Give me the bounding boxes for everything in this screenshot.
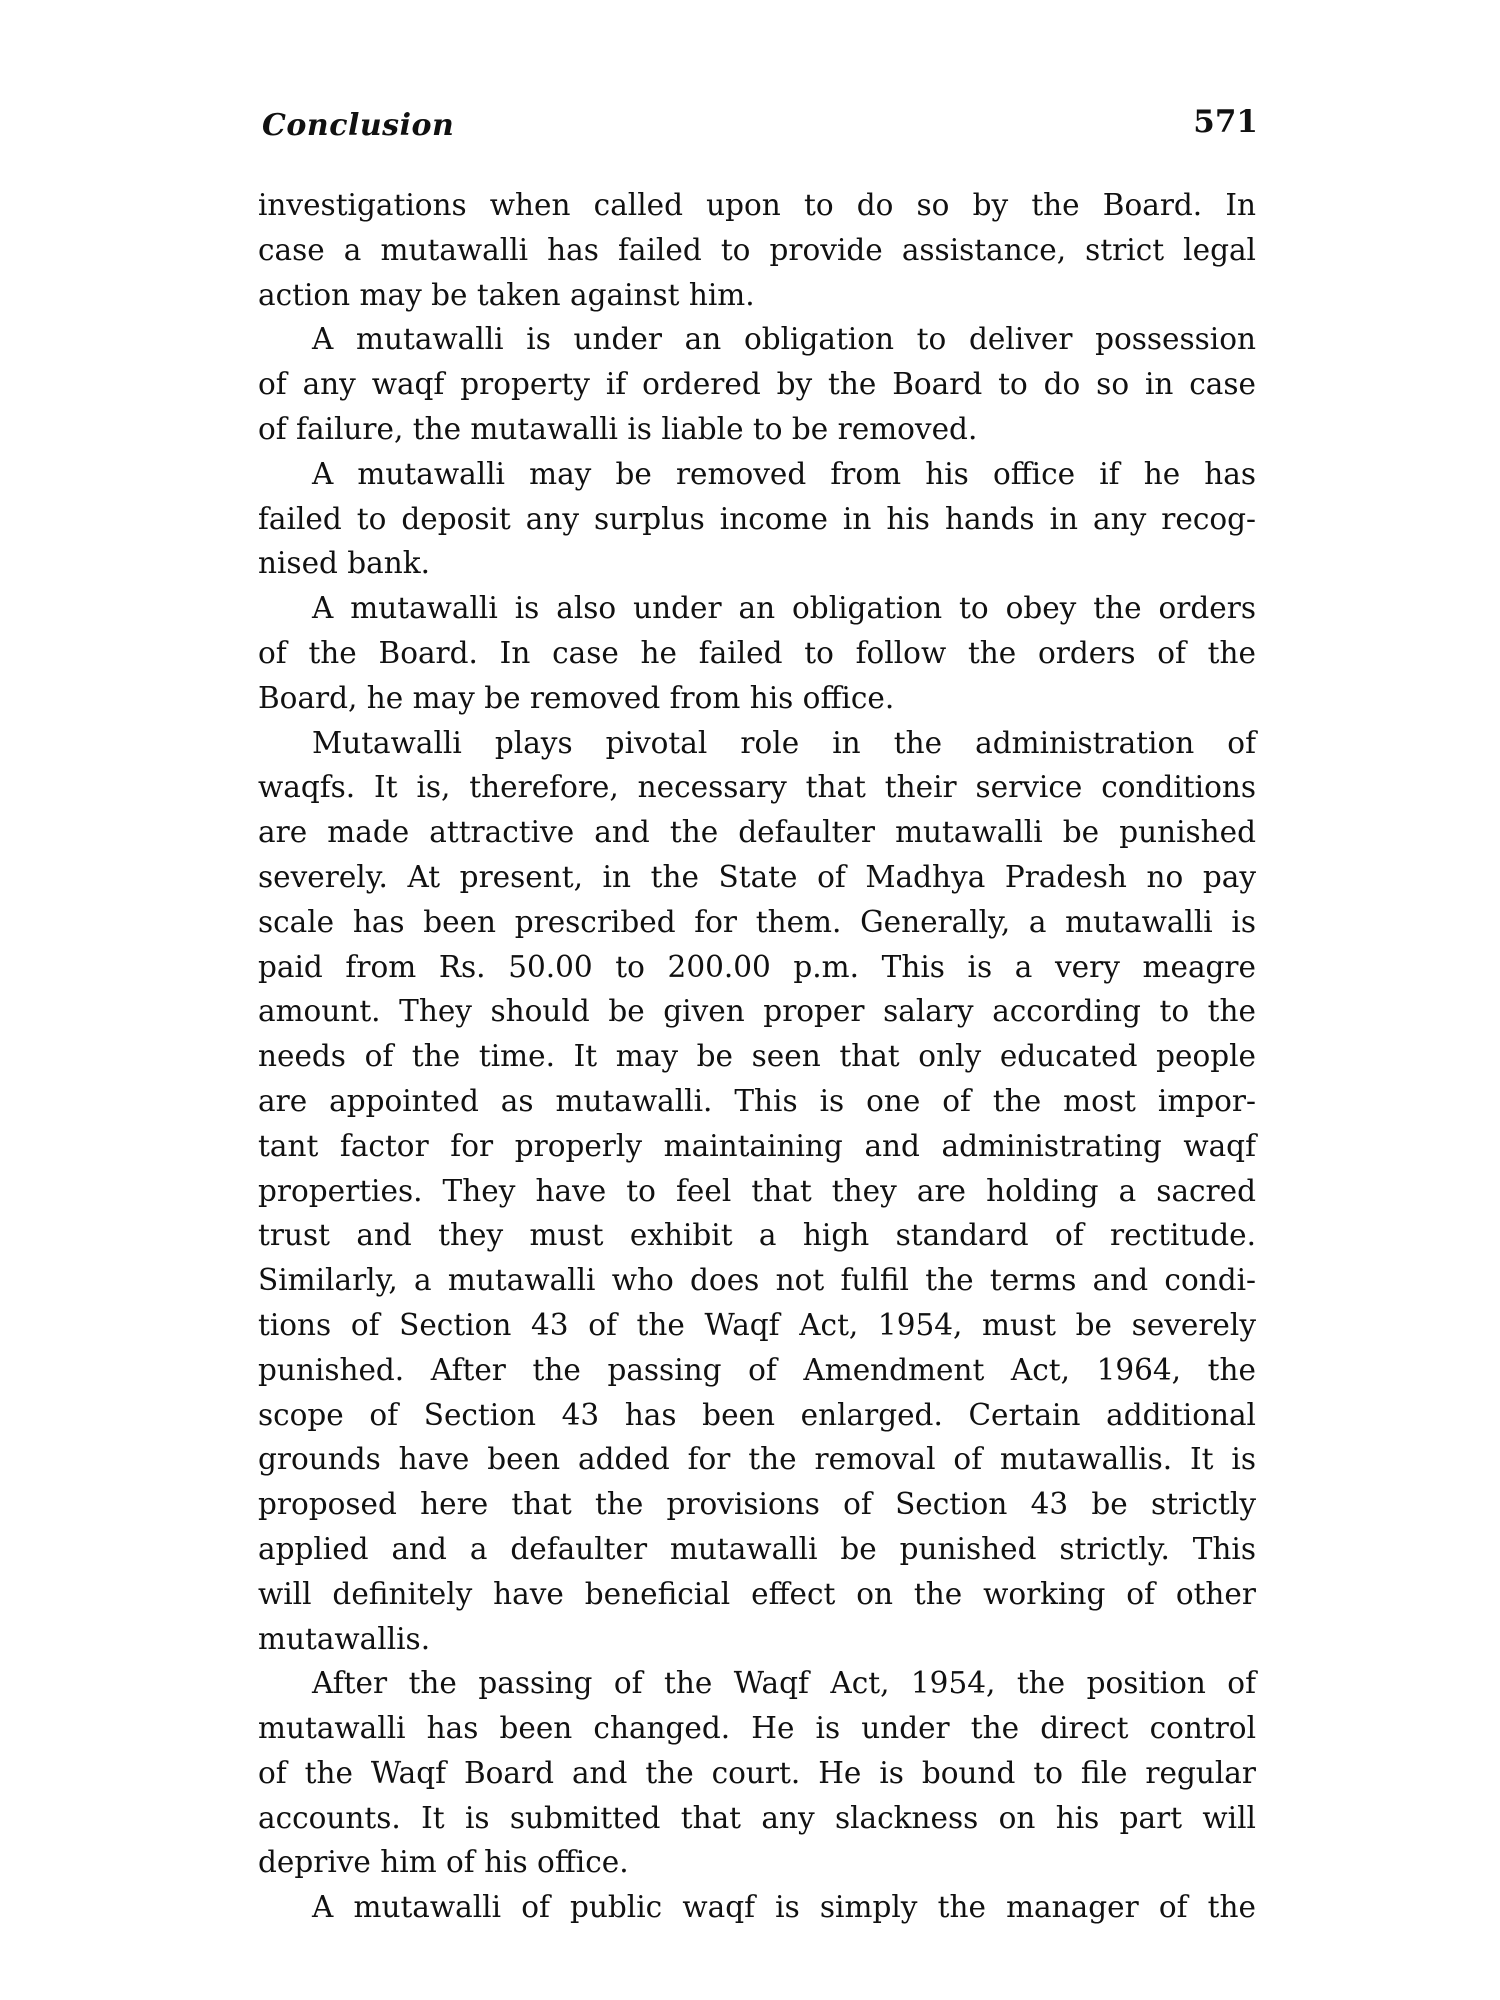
paragraph bbox=[258, 317, 1256, 451]
text-line: A mutawalli is under an obligation to deliver possession bbox=[312, 322, 1256, 357]
paragraph bbox=[258, 183, 1256, 317]
text-line: of failure, the mutawalli is liable to be removed. bbox=[258, 411, 978, 446]
text-line: case a mutawalli has failed to provide assistance, strict legal bbox=[258, 232, 1256, 267]
text-line: A mutawalli may be removed from his office if he has bbox=[312, 456, 1256, 491]
text-line: nised bank. bbox=[258, 546, 431, 581]
text-line: amount. They should be given proper salary according to the bbox=[258, 994, 1256, 1029]
text-line: of any waqf property if ordered by the Board to do so in case bbox=[258, 367, 1256, 402]
text-line: tant factor for properly maintaining and administrating waqf bbox=[258, 1128, 1256, 1163]
text-line: punished. After the passing of Amendment Act, 1964, the bbox=[258, 1352, 1256, 1387]
text-line: deprive him of his office. bbox=[258, 1845, 629, 1880]
text-line: waqfs. It is, therefore, necessary that their service conditions bbox=[258, 770, 1256, 805]
text-line: Board, he may be removed from his office. bbox=[258, 680, 895, 715]
paragraph bbox=[258, 586, 1256, 720]
text-line: tions of Section 43 of the Waqf Act, 1954, must be severely bbox=[258, 1307, 1256, 1342]
text-line: investigations when called upon to do so by the Board. In bbox=[258, 188, 1256, 222]
text-line: After the passing of the Waqf Act, 1954, the position of bbox=[312, 1666, 1256, 1701]
text-line: mutawalli has been changed. He is under the direct control bbox=[258, 1711, 1256, 1746]
text-line: properties. They have to feel that they are holding a sacred bbox=[258, 1173, 1256, 1208]
text-line: failed to deposit any surplus income in his hands in any recog- bbox=[258, 501, 1256, 536]
text-line: grounds have been added for the removal of mutawallis. It is bbox=[258, 1442, 1256, 1477]
text-line: accounts. It is submitted that any slackness on his part will bbox=[258, 1800, 1256, 1835]
text-line: action may be taken against him. bbox=[258, 277, 755, 312]
text-line: A mutawalli is also under an obligation to obey the orders bbox=[312, 591, 1256, 626]
paragraph bbox=[258, 1661, 1256, 1885]
text-line: mutawallis. bbox=[258, 1621, 431, 1656]
text-line: scale has been prescribed for them. Generally, a mutawalli is bbox=[258, 904, 1256, 939]
text-line: are appointed as mutawalli. This is one of the most impor- bbox=[258, 1083, 1256, 1118]
text-line: proposed here that the provisions of Section 43 be strictly bbox=[258, 1487, 1256, 1522]
text-line: of the Waqf Board and the court. He is bound to file regular bbox=[258, 1755, 1256, 1790]
page-number: 571 bbox=[1193, 104, 1258, 140]
text-line: applied and a defaulter mutawalli be punished strictly. This bbox=[258, 1531, 1256, 1566]
paragraph bbox=[258, 721, 1256, 1662]
text-line: scope of Section 43 has been enlarged. Certain additional bbox=[258, 1397, 1256, 1432]
text-line: of the Board. In case he failed to follow the orders of the bbox=[258, 635, 1256, 670]
text-line: Mutawalli plays pivotal role in the administration of bbox=[312, 725, 1256, 760]
chapter-title: Conclusion bbox=[262, 108, 455, 143]
text-line: severely. At present, in the State of Madhya Pradesh no pay bbox=[258, 859, 1256, 894]
text-line: Similarly, a mutawalli who does not fulfil the terms and condi- bbox=[258, 1263, 1256, 1298]
paragraph bbox=[258, 452, 1256, 586]
text-line: will definitely have beneficial effect on the working of other bbox=[258, 1576, 1256, 1611]
running-head bbox=[262, 104, 1258, 152]
text-line: trust and they must exhibit a high standard of rectitude. bbox=[258, 1218, 1256, 1253]
text-line: paid from Rs. 50.00 to 200.00 p.m. This is a very meagre bbox=[258, 949, 1256, 984]
text-line: A mutawalli of public waqf is simply the manager of the bbox=[312, 1890, 1256, 1925]
text-line: needs of the time. It may be seen that only educated people bbox=[258, 1039, 1256, 1074]
body-text bbox=[258, 183, 1256, 1930]
paragraph bbox=[258, 1885, 1256, 1930]
text-line: are made attractive and the defaulter mutawalli be punished bbox=[258, 815, 1256, 850]
